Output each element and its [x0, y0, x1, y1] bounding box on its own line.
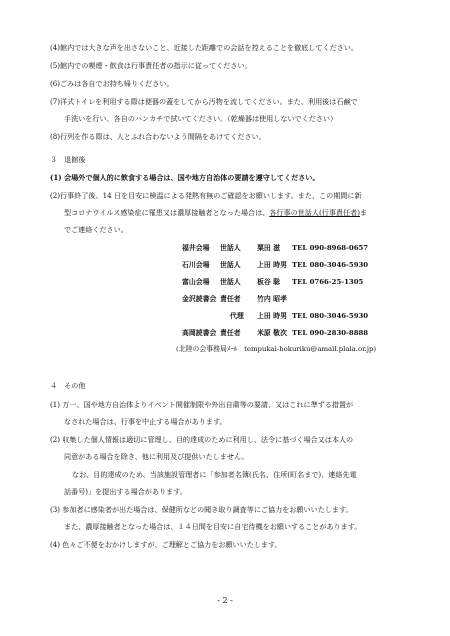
office-email-line: (北陸の会事務局ﾒｰﾙ tempukai-hokuriku@amail.plala.or.jp)	[176, 345, 377, 353]
section-4-item-2: (2) 収集した個人情報は適切に管理し、目的達成のために利用し、法令に基づく場合又は本人の	[50, 435, 354, 444]
contact-tel-1: TEL 090-8968-0657	[292, 244, 369, 252]
contact-name-3: 板谷 聡	[257, 278, 281, 286]
section-4-item-3: (3) 参加者に感染者が出た場合は、保健所などの聞き取り調査等にご協力をお願いいたします。	[50, 505, 353, 514]
section-4-item-3-continued: また、濃厚接触者となった場合は、１４日間を目安に自宅待機をお願いすることがあります。	[64, 522, 362, 531]
contact-venue-3: 富山会場	[182, 278, 210, 286]
contact-tel-6: TEL 090-2830-8888	[292, 329, 369, 337]
contact-venue-4: 金沢読書会	[182, 295, 217, 303]
contact-tel-3: TEL 0766-25-1305	[292, 278, 364, 286]
contact-venue-2: 石川会場	[182, 261, 210, 269]
section-3-item-2-line-3: でご連絡ください。	[64, 225, 128, 234]
contact-tel-5: TEL 080-3046-5930	[292, 312, 369, 320]
section-4-item-2-line-4: 話番号)」を提出する場合があります。	[64, 487, 187, 496]
section-4-item-2-line-2: 同意がある場合を除き、他に利用及び提供いたしません。	[64, 452, 249, 461]
item-4: (4)館内では大きな声を出さないこと、近接した距離での会話を控えることを徹底してください。	[50, 43, 358, 52]
item-7-continued: 手洗いを行い、各自のハンカチで拭いてください。（乾燥器は使用しないでください）	[64, 114, 338, 123]
section-4-heading: ４ その他	[50, 381, 86, 390]
item-6: (6)ごみは各自でお持ち帰りください。	[50, 79, 174, 88]
section-4-item-4: (4) 色々ご不便をおかけしますが、ご理解とご協力をお願いいたします。	[50, 540, 282, 549]
section-3-heading: ３ 退館後	[50, 155, 86, 164]
section-3-item-2-line-2: 型コロナウイルス感染症に罹患又は濃厚接触者となった場合は、各行事の世話人(行事責任者)ま	[64, 208, 368, 217]
section-3-item-1: (1) 会場外で個人的に飲食する場合は、国や地方自治体の要請を遵守してください。	[50, 173, 320, 182]
contact-role-6: 責任者	[220, 329, 241, 337]
page-number: - 2 -	[217, 596, 233, 605]
contact-role-3: 世話人	[220, 278, 241, 286]
contact-name-4: 竹内 昭孝	[257, 295, 287, 303]
contact-venue-1: 福井会場	[182, 244, 210, 252]
contact-tel-2: TEL 080-3046-5930	[292, 261, 369, 269]
section-4-item-2-line-3: なお、目的達成のため、当該施設管理者に「参加者名簿(氏名、住所(町名まで)、連絡先電	[72, 470, 357, 479]
contact-name-2: 上田 時男	[257, 261, 287, 269]
contact-role-1: 世話人	[220, 244, 241, 252]
section-3-item-2: (2)行事終了後、14 日を目安に検温による発熱有無のご確認をお願いします。また、この期間に新	[50, 191, 362, 200]
item-8: (8)行列を作る際は、人とふれ合わないよう間隔をあけてください。	[50, 132, 266, 141]
item-7: (7)洋式トイレを利用する際は便器の蓋をしてから汚物を流してください。また、利用後は石鹸で	[50, 97, 358, 106]
contact-name-1: 粟田 滋	[257, 244, 281, 252]
section-4-item-1-continued: なされた場合は、行事を中止する場合があります。	[64, 417, 227, 426]
contact-role-2: 世話人	[220, 261, 241, 269]
contact-role-4: 責任者	[220, 295, 241, 303]
contact-role-5: 代理	[230, 312, 244, 320]
contact-name-6: 米原 敬次	[257, 329, 287, 337]
item-5: (5)館内での喫煙・飲食は行事責任者の指示に従ってください。	[50, 61, 252, 70]
contact-name-5: 上田 時男	[257, 312, 287, 320]
contact-venue-6: 高岡読書会	[182, 329, 217, 337]
section-4-item-1: (1) 万一、国や地方自治体よりイベント開催制限や外出自粛等の要請、又はこれに準ずる措置が	[50, 400, 354, 409]
organizer-underlined: 各行事の世話人(行事責任者)	[269, 208, 360, 217]
